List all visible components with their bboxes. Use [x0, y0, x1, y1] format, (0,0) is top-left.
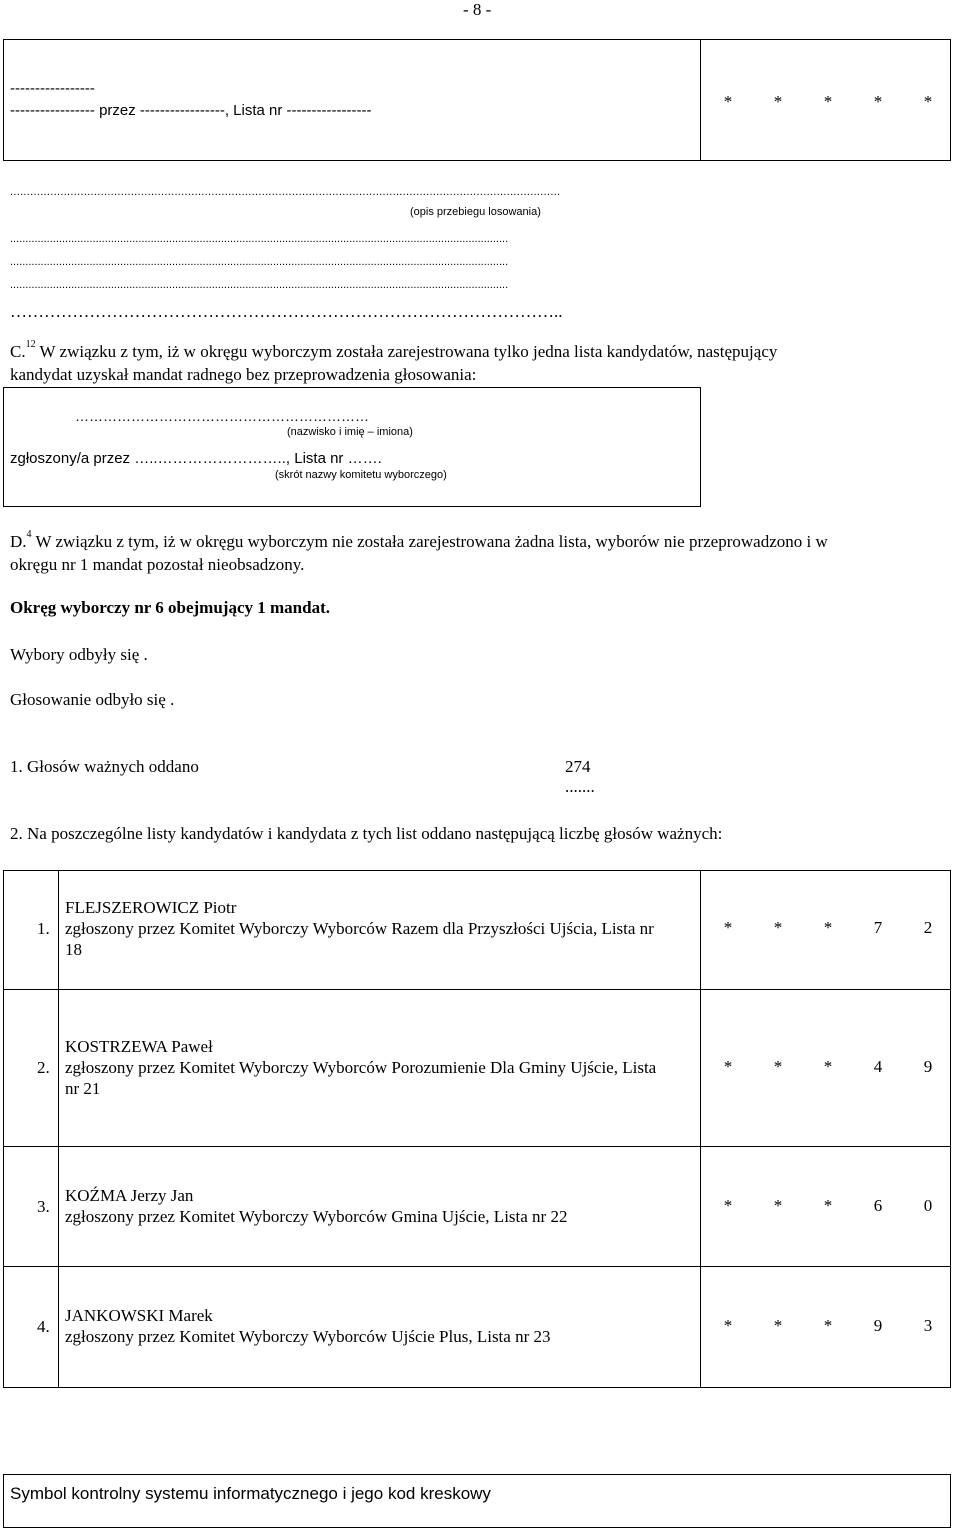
- digit: 3: [923, 1316, 933, 1335]
- digit: *: [723, 92, 733, 111]
- elections-held: Wybory odbyły się .: [10, 645, 148, 664]
- candidate-committee-cont: 18: [65, 940, 82, 959]
- draw-line: ...................................................................................................................................................................: [10, 233, 509, 245]
- candidate-committee: zgłoszony przez Komitet Wyborczy Wyborców Ujście Plus, Lista nr 23: [65, 1327, 551, 1346]
- section-d-label: D.: [10, 532, 27, 551]
- section-c-label: C.: [10, 342, 26, 361]
- footnote-ref: 12: [25, 339, 36, 350]
- row-separator: [3, 1266, 951, 1267]
- digit: *: [723, 918, 733, 937]
- voting-held: Głosowanie odbyło się .: [10, 690, 175, 709]
- digit: *: [773, 1057, 783, 1076]
- digit: *: [923, 92, 933, 111]
- candidate-number: 3.: [37, 1197, 50, 1216]
- committee-caption: (skrót nazwy komitetu wyborczego): [275, 469, 447, 481]
- unopposed-candidate-box: [3, 387, 701, 507]
- section-d-text: W związku z tym, iż w okręgu wyborczym nie została zarejestrowana żadna lista, wyborów nie przeprowadzono i w: [35, 532, 828, 551]
- draw-line: ……………………………………………………………………………………..: [10, 302, 563, 321]
- table-divider: [58, 870, 59, 1388]
- candidate-committee: zgłoszony przez Komitet Wyborczy Wyborców Gmina Ujście, Lista nr 22: [65, 1207, 568, 1226]
- control-symbol-label: Symbol kontrolny systemu informatycznego i jego kod kreskowy: [10, 1484, 491, 1503]
- valid-votes-value: 274: [565, 757, 591, 776]
- candidate-name-dots: ………………………………………………………: [75, 408, 369, 424]
- digit: *: [873, 92, 883, 111]
- candidate-name: JANKOWSKI Marek: [65, 1306, 213, 1325]
- candidate-committee-cont: nr 21: [65, 1079, 101, 1098]
- row-separator: [3, 989, 951, 990]
- digit: *: [823, 918, 833, 937]
- draw-dots-line: ....................................................................................................................................................................: [10, 186, 561, 198]
- digit: *: [773, 918, 783, 937]
- footnote-ref: 4: [26, 529, 32, 540]
- digit: *: [723, 1196, 733, 1215]
- digit: 9: [873, 1316, 883, 1335]
- digit: *: [723, 1316, 733, 1335]
- candidate-committee: zgłoszony przez Komitet Wyborczy Wyborców Porozumienie Dla Gminy Ujście, Lista: [65, 1058, 657, 1077]
- digit: *: [773, 1316, 783, 1335]
- candidate-number: 2.: [37, 1058, 50, 1077]
- digit: *: [823, 92, 833, 111]
- digit: *: [773, 92, 783, 111]
- digit: 6: [873, 1196, 883, 1215]
- candidate-name: KOŹMA Jerzy Jan: [65, 1186, 194, 1205]
- draw-line: ...................................................................................................................................................................: [10, 279, 509, 291]
- candidate-committee: zgłoszony przez Komitet Wyborczy Wyborców Razem dla Przyszłości Ujścia, Lista nr: [65, 919, 654, 938]
- vote-digits: [703, 1196, 953, 1216]
- digit: *: [723, 1057, 733, 1076]
- table-divider: [700, 870, 701, 1388]
- page-number: - 8 -: [463, 0, 492, 19]
- digit: *: [823, 1057, 833, 1076]
- top-box-divider: [700, 39, 701, 161]
- top-box-digits: [703, 92, 953, 112]
- lists-intro: 2. Na poszczególne listy kandydatów i kandydata z tych list oddano następującą liczbę głosów ważnych:: [10, 824, 723, 843]
- vote-digits: [703, 918, 953, 938]
- digit: 7: [873, 918, 883, 937]
- section-d-line1: [10, 529, 828, 552]
- section-c-line2: kandydat uzyskał mandat radnego bez przeprowadzenia głosowania:: [10, 365, 477, 384]
- candidate-name-caption: (nazwisko i imię – imiona): [287, 426, 413, 438]
- valid-votes-label: 1. Głosów ważnych oddano: [10, 757, 199, 776]
- reported-by-line: zgłoszony/a przez …..…………………….., Lista nr …….: [10, 450, 382, 467]
- section-c-text: W związku z tym, iż w okręgu wyborczym została zarejestrowana tylko jedna lista kandydatów, następujący: [39, 342, 778, 361]
- digit: *: [823, 1316, 833, 1335]
- valid-votes-dots: .......: [565, 777, 595, 796]
- section-c-line1: [10, 339, 778, 362]
- digit: *: [823, 1196, 833, 1215]
- section-d-line2: okręgu nr 1 mandat pozostał nieobsadzony.: [10, 555, 305, 574]
- top-box-line2: ----------------- przez -----------------, Lista nr -----------------: [10, 102, 372, 119]
- digit: 2: [923, 918, 933, 937]
- candidate-number: 1.: [37, 919, 50, 938]
- digit: 9: [923, 1057, 933, 1076]
- digit: 0: [923, 1196, 933, 1215]
- top-box-line1: -----------------: [10, 80, 95, 97]
- vote-digits: [703, 1316, 953, 1336]
- digit: *: [773, 1196, 783, 1215]
- draw-caption: (opis przebiegu losowania): [410, 206, 541, 218]
- candidate-number: 4.: [37, 1317, 50, 1336]
- row-separator: [3, 1146, 951, 1147]
- vote-digits: [703, 1057, 953, 1077]
- candidate-name: FLEJSZEROWICZ Piotr: [65, 898, 237, 917]
- draw-line: ...................................................................................................................................................................: [10, 256, 509, 268]
- district-heading: Okręg wyborczy nr 6 obejmujący 1 mandat.: [10, 598, 330, 617]
- candidate-name: KOSTRZEWA Paweł: [65, 1037, 213, 1056]
- digit: 4: [873, 1057, 883, 1076]
